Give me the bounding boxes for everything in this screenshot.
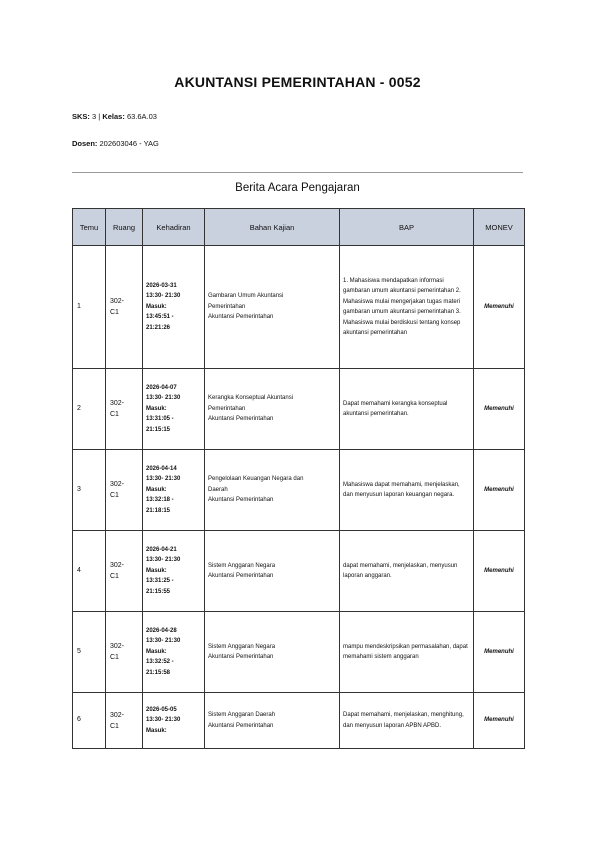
- table-row: [73, 693, 525, 749]
- bap-text: Mahasiswa dapat memahami, menjelaskan, dan menyusun laporan keuangan negara.: [343, 481, 460, 498]
- kehadiran-line: Masuk:: [146, 567, 167, 574]
- cell-temu: 1: [73, 246, 106, 369]
- cell-ruang: [106, 450, 143, 531]
- ruang-line: 302-: [110, 400, 125, 407]
- cell-monev: Memenuhi: [474, 450, 525, 531]
- kehadiran-line: 13:30- 21:30: [146, 476, 181, 483]
- cell-bap: [340, 531, 474, 612]
- cell-bap: [340, 693, 474, 749]
- bahan-line: Akuntansi Pemerintahan: [208, 497, 274, 504]
- document-title: AKUNTANSI PEMERINTAHAN - 0052: [174, 74, 421, 90]
- cell-temu: 4: [73, 531, 106, 612]
- bahan-line: Sistem Anggaran Daerah: [208, 712, 276, 718]
- ruang-line: 302-: [110, 562, 125, 569]
- header-bap: BAP: [340, 209, 474, 246]
- cell-bahan-kajian: [205, 369, 340, 450]
- cell-bahan-kajian: [205, 612, 340, 693]
- course-meta: [72, 112, 157, 121]
- ruang-line: 302-: [110, 298, 125, 305]
- bahan-line: Pemerintahan: [208, 405, 246, 412]
- kehadiran-line: 13:30- 21:30: [146, 638, 181, 645]
- bahan-line: Akuntansi Pemerintahan: [208, 573, 274, 579]
- kehadiran-line: 13:31:25 -: [146, 578, 174, 585]
- kehadiran-line: 21:18:15: [146, 507, 171, 514]
- ruang-line: C1: [110, 411, 119, 418]
- bahan-line: Daerah: [208, 486, 228, 493]
- table-row: [73, 369, 525, 450]
- kehadiran-line: 13:30- 21:30: [146, 395, 181, 402]
- kehadiran-line: 2026-04-21: [146, 546, 177, 553]
- cell-kehadiran: [143, 450, 205, 531]
- header-ruang: Ruang: [106, 209, 143, 246]
- cell-bap: [340, 246, 474, 369]
- header-divider: [72, 172, 523, 173]
- bahan-line: Sistem Anggaran Negara: [208, 562, 276, 569]
- ruang-line: C1: [110, 309, 119, 316]
- kehadiran-line: Masuk:: [146, 648, 167, 655]
- header-bahan-kajian: Bahan Kajian: [205, 209, 340, 246]
- header-kehadiran: Kehadiran: [143, 209, 205, 246]
- cell-kehadiran: [143, 246, 205, 369]
- cell-bahan-kajian: [205, 693, 340, 749]
- kehadiran-line: 21:15:55: [146, 588, 171, 595]
- section-title: Berita Acara Pengajaran: [235, 182, 360, 194]
- kehadiran-line: Masuk:: [146, 303, 167, 310]
- cell-bahan-kajian: [205, 531, 340, 612]
- cell-kehadiran: [143, 612, 205, 693]
- bap-text: 1. Mahasiswa mendapatkan informasi gambaran umum akuntansi pemerintahan 2. Mahasiswa mulai mengerjakan tugas materi gambaran umum akuntansi pemerintahan 3. Mahasiswa mulai berdiskusi tentang konsep akuntansi pemerintahan: [343, 277, 461, 336]
- ruang-line: C1: [110, 654, 119, 661]
- kehadiran-line: 21:15:58: [146, 669, 171, 676]
- kehadiran-line: 2026-04-28: [146, 627, 177, 634]
- table-body: [73, 246, 525, 749]
- meta-separator: |: [98, 112, 101, 121]
- cell-bap: [340, 369, 474, 450]
- bahan-line: Akuntansi Pemerintahan: [208, 722, 274, 729]
- kehadiran-line: 13:30- 21:30: [146, 557, 181, 564]
- bahan-line: Sistem Anggaran Negara: [208, 643, 276, 650]
- bap-text: Dapat memahami, menjelaskan, menghitung, dan menyusun laporan APBN APBD.: [343, 712, 464, 729]
- cell-temu: 6: [73, 693, 106, 749]
- header-monev: MONEV: [474, 209, 525, 246]
- header-temu: Temu: [73, 209, 106, 246]
- kehadiran-line: 2026-05-05: [146, 706, 177, 713]
- kelas-label: Kelas:: [102, 112, 125, 121]
- cell-ruang: [106, 531, 143, 612]
- bahan-line: Akuntansi Pemerintahan: [208, 654, 274, 660]
- cell-temu: 2: [73, 369, 106, 450]
- table-row: [73, 531, 525, 612]
- bahan-line: Akuntansi Pemerintahan: [208, 314, 274, 321]
- sks-label: SKS:: [72, 112, 90, 121]
- kehadiran-line: 13:31:05 -: [146, 416, 174, 423]
- cell-temu: 3: [73, 450, 106, 531]
- cell-bap: [340, 612, 474, 693]
- cell-monev: Memenuhi: [474, 693, 525, 749]
- cell-monev: Memenuhi: [474, 369, 525, 450]
- dosen-label: Dosen:: [72, 139, 98, 148]
- ruang-line: C1: [110, 722, 119, 730]
- cell-kehadiran: [143, 369, 205, 450]
- ruang-line: 302-: [110, 481, 125, 488]
- cell-ruang: [106, 693, 143, 749]
- cell-ruang: [106, 369, 143, 450]
- bap-text: dapat memahami, menjelaskan, menyusun laporan anggaran.: [343, 562, 458, 579]
- bap-text: mampu mendeskripsikan permasalahan, dapat memahami sistem anggaran: [343, 643, 468, 660]
- ruang-line: 302-: [110, 711, 125, 719]
- cell-kehadiran: [143, 693, 205, 749]
- cell-bahan-kajian: [205, 246, 340, 369]
- bahan-line: Pengelolaan Keuangan Negara dan: [208, 476, 304, 483]
- cell-monev: Memenuhi: [474, 246, 525, 369]
- bahan-line: Pemerintahan: [208, 303, 246, 310]
- ruang-line: 302-: [110, 643, 125, 650]
- ruang-line: C1: [110, 492, 119, 499]
- kehadiran-line: 2026-03-31: [146, 282, 177, 289]
- bap-text: Dapat memahami kerangka konseptual akuntansi pemerintahan.: [343, 400, 448, 417]
- table-header-row: [73, 209, 525, 246]
- cell-bahan-kajian: [205, 450, 340, 531]
- table-row: [73, 246, 525, 369]
- cell-kehadiran: [143, 531, 205, 612]
- kehadiran-line: 2026-04-14: [146, 465, 177, 472]
- kehadiran-line: 13:32:52 -: [146, 659, 174, 666]
- kehadiran-line: Masuk:: [146, 727, 167, 734]
- kehadiran-line: 13:30- 21:30: [146, 717, 181, 724]
- sks-value: 3: [92, 112, 97, 121]
- cell-monev: Memenuhi: [474, 531, 525, 612]
- bahan-line: Kerangka Konseptual Akuntansi: [208, 395, 294, 402]
- kehadiran-line: 21:21:26: [146, 324, 171, 331]
- cell-bap: [340, 450, 474, 531]
- kehadiran-line: 2026-04-07: [146, 384, 177, 391]
- table-row: [73, 450, 525, 531]
- bahan-line: Gambaran Umum Akuntansi: [208, 293, 284, 300]
- kehadiran-line: 13:32:18 -: [146, 497, 174, 504]
- dosen-value: 202603046 - YAG: [99, 139, 159, 148]
- bahan-line: Akuntansi Pemerintahan: [208, 416, 274, 423]
- cell-ruang: [106, 246, 143, 369]
- kelas-value: 63.6A.03: [126, 112, 157, 121]
- kehadiran-line: 21:15:15: [146, 426, 171, 433]
- ruang-line: C1: [110, 573, 119, 580]
- cell-ruang: [106, 612, 143, 693]
- lecturer-meta: [72, 139, 159, 148]
- cell-temu: 5: [73, 612, 106, 693]
- kehadiran-line: Masuk:: [146, 486, 167, 493]
- bap-table: [72, 208, 525, 749]
- table-row: [73, 612, 525, 693]
- kehadiran-line: 13:45:51 -: [146, 314, 174, 321]
- kehadiran-line: 13:30- 21:30: [146, 293, 181, 300]
- cell-monev: Memenuhi: [474, 612, 525, 693]
- kehadiran-line: Masuk:: [146, 405, 167, 412]
